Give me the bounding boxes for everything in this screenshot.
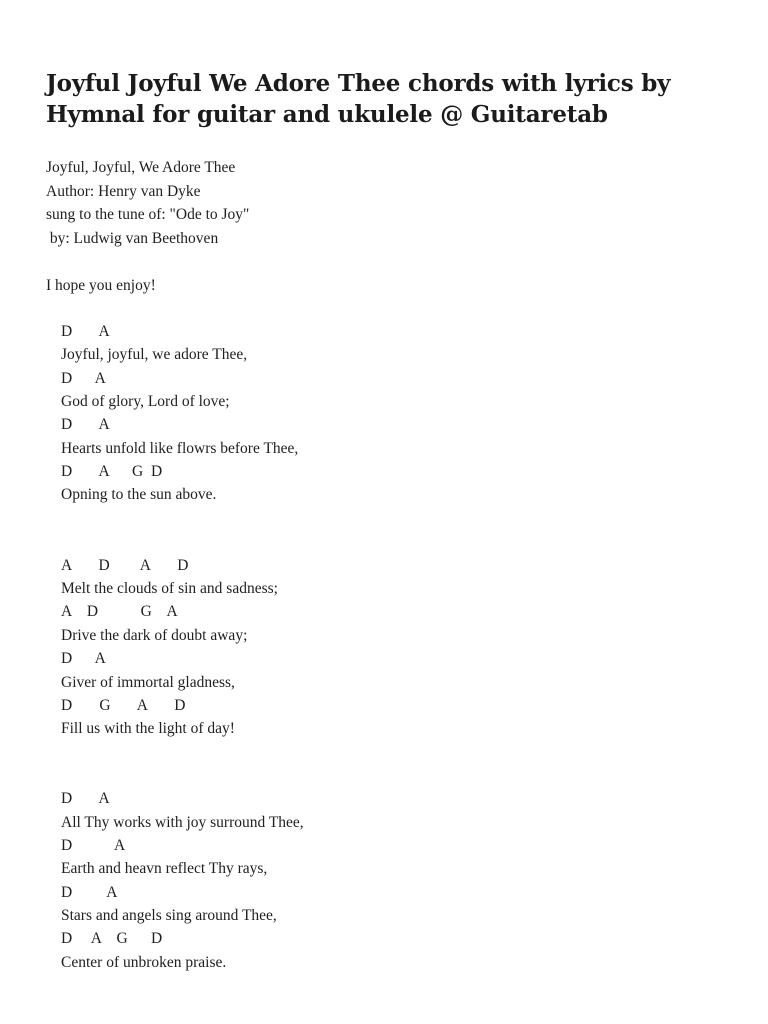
lyric-line: Fill us with the light of day!	[61, 720, 235, 737]
chord-line: D A	[61, 884, 118, 901]
lyric-line: Melt the clouds of sin and sadness;	[61, 580, 278, 597]
page-title: Joyful Joyful We Adore Thee chords with lyrics by Hymnal for guitar and ukulele @ Guitaretab	[46, 70, 671, 128]
chord-line: D A	[61, 650, 106, 667]
chord-line: D A	[61, 416, 110, 433]
lyric-line: Earth and heavn reflect Thy rays,	[61, 860, 268, 877]
lyric-line: Joyful, joyful, we adore Thee,	[61, 346, 248, 363]
chord-line: D A	[61, 370, 106, 387]
greeting-text: I hope you enjoy!	[46, 277, 156, 294]
chord-line: D A	[61, 323, 110, 340]
chord-line: D A	[61, 790, 110, 807]
lyric-line: All Thy works with joy surround Thee,	[61, 814, 304, 831]
lyric-line: Giver of immortal gladness,	[61, 674, 235, 691]
lyric-line: Center of unbroken praise.	[61, 954, 227, 971]
chord-line: D A G D	[61, 930, 163, 947]
chord-line: D G A D	[61, 697, 186, 714]
lyric-line: Stars and angels sing around Thee,	[61, 907, 277, 924]
chord-line: D A	[61, 837, 126, 854]
chord-line: A D A D	[61, 557, 189, 574]
lyric-line: God of glory, Lord of love;	[61, 393, 230, 410]
lyric-line: Drive the dark of doubt away;	[61, 627, 248, 644]
chord-line: A D G A	[61, 603, 178, 620]
song-name: Joyful, Joyful, We Adore Thee	[46, 159, 236, 176]
composer-line: by: Ludwig van Beethoven	[46, 230, 219, 247]
tune-line: sung to the tune of: "Ode to Joy"	[46, 206, 250, 223]
author-line: Author: Henry van Dyke	[46, 183, 201, 200]
lyric-line: Hearts unfold like flowrs before Thee,	[61, 440, 299, 457]
chord-line: D A G D	[61, 463, 163, 480]
lyric-line: Opning to the sun above.	[61, 486, 217, 503]
